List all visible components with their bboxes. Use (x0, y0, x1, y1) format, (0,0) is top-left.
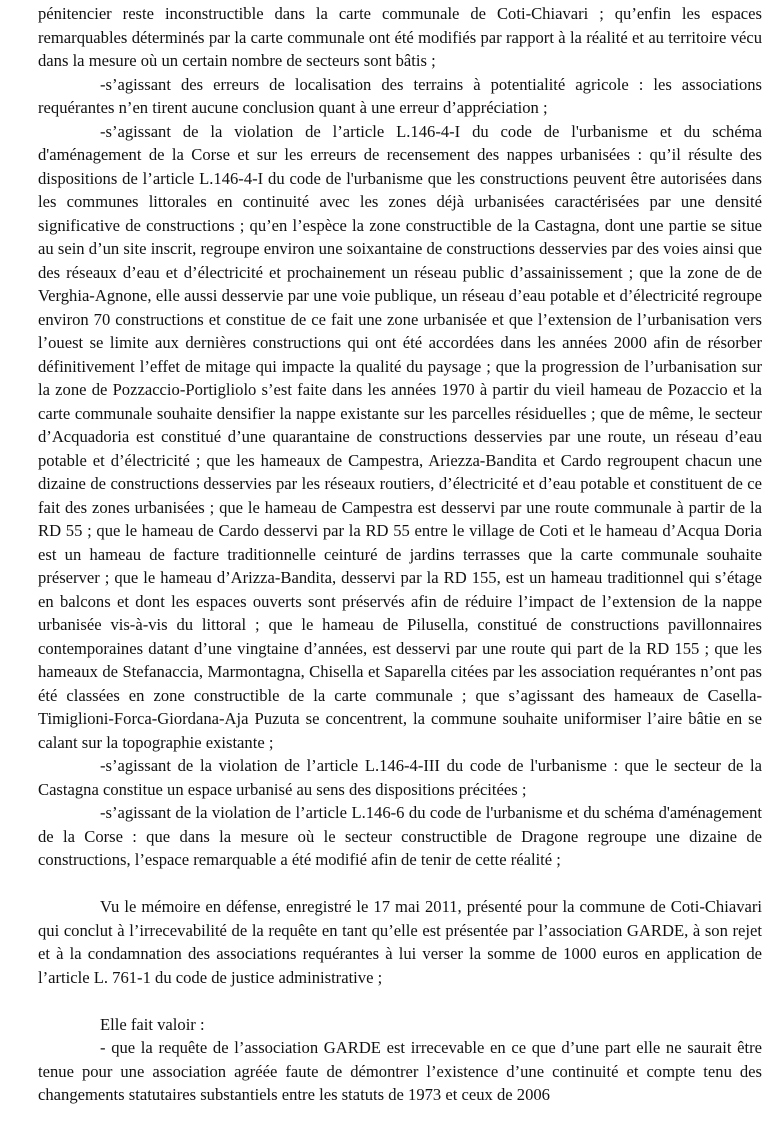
paragraph-article-146-4-iii: -s’agissant de la violation de l’article L.146-4-III du code de l'urbanisme : que le secteur de la Castagna constitue un espace urbanisé au sens des dispositions précitées ; (38, 756, 762, 799)
paragraph-article-146-6: -s’agissant de la violation de l’article L.146-6 du code de l'urbanisme et du schéma d'aménagement de la Corse : que dans la mesure où le secteur constructible de Dragone regroupe une dizaine de constructions, l’espace remarquable a été modifié afin de tenir de cette réalité ; (38, 803, 762, 869)
paragraph-agricultural-errors: -s’agissant des erreurs de localisation des terrains à potentialité agricole : les associations requérantes n’en tirent aucune conclusion quant à une erreur d’appréciation ; (38, 74, 762, 117)
paragraph-continuation: pénitencier reste inconstructible dans la carte communale de Coti-Chiavari ; qu’enfin les espaces remarquables déterminés par la carte communale ont été modifiés par rapport à la réalité et au territoire vécu dans la mesure où un certain nombre de secteurs sont bâtis ; (38, 4, 762, 70)
paragraph-garde-inadmissible: - que la requête de l’association GARDE est irrecevable en ce que d’une part elle ne saurait être tenue pour une association agréée faute de démontrer l’existence d’une continuité et compte tenu des changements statutaires substantiels entre les statuts de 1973 et ceux de 2006 (38, 1038, 762, 1104)
paragraph-article-146-4-i: -s’agissant de la violation de l’article L.146-4-I du code de l'urbanisme et du schéma d'aménagement de la Corse et sur les erreurs de recensement des nappes urbanisées : qu’il résulte des dispositions de l’article L.146-4-I du code de l'urbanisme que les constructions peuvent être autorisées dans les communes littorales en continuité avec les zones déjà urbanisées caractérisées par une densité significative de constructions ; qu’en l’espèce la zone constructible de la Castagna, dont une partie se situe au sein d’un site inscrit, regroupe environ une soixantaine de constructions desservies par des voies ainsi que des réseaux d’eau et d’électricité et prochainement un réseau public d’assainissement ; que la zone de de Verghia-Agnone, elle aussi desservie par une voie publique, un réseau d’eau potable et d’électricité regroupe environ 70 constructions et constitue de ce fait une zone urbanisée et que l’extension de l’urbanisation vers l’ouest se limite aux dernières constructions qui ont été accordées dans les années 2000 afin de résorber définitivement l’effet de mitage qui impacte la qualité du paysage ; que la progression de l’urbanisation sur la zone de Pozzaccio-Portigliolo s’est faite dans les années 1970 à partir du vieil hameau de Pozaccio et la carte communale souhaite densifier la nappe existante sur les parcelles résiduelles ; que de même, le secteur d’Acquadoria est constitué d’une quarantaine de constructions desservies par une route, un réseau d’eau potable et d’électricité ; que les hameaux de Campestra, Ariezza-Bandita et Cardo regroupent chacun une dizaine de constructions desservies par les réseaux routiers, d’électricité et d’eau potable et constituent de ce fait des zones urbanisées ; que le hameau de Campestra est desservi par une route communale à partir de la RD 55 ; que le hameau de Cardo desservi par la RD 55 entre le village de Coti et le hameau d’Acqua Doria est un hameau de facture traditionnelle ceinturé de jardins terrasses que la carte communale souhaite préserver ; que le hameau d’Arizza-Bandita, desservi par la RD 155, est un hameau traditionnel qui s’étage en balcons et dont les espaces ouverts sont préservés afin de réduire l’impact de l’extension de la nappe urbanisée vis-à-vis du littoral ; que le hameau de Pilusella, constitué de constructions pavillonnaires contemporaines datant d’une vingtaine d’années, est desservi par une route qui part de la RD 155 ; que les hameaux de Stefanaccia, Marmontagna, Chisella et Saparella citées par les association requérantes n’ont pas été classées en zone constructible de la carte communale ; que s’agissant des hameaux de Casella-Timiglioni-Forca-Giordana-Aja Puzuta se concentrent, la commune souhaite uniformiser l’aire bâtie en se calant sur la topographie existante ; (38, 121, 762, 752)
paragraph-defense-memo: Vu le mémoire en défense, enregistré le 17 mai 2011, présenté pour la commune de Coti-Chiavari qui conclut à l’irrecevabilité de la requête en tant qu’elle est présentée par l’association GARDE, à son rejet et à la condamnation des associations requérantes à lui verser la somme de 1000 euros en application de l’article L. 761-1 du code de justice administrative ; (38, 897, 762, 987)
paragraph-elle-fait-valoir: Elle fait valoir : (100, 1014, 205, 1034)
document-body (38, 2, 762, 1107)
